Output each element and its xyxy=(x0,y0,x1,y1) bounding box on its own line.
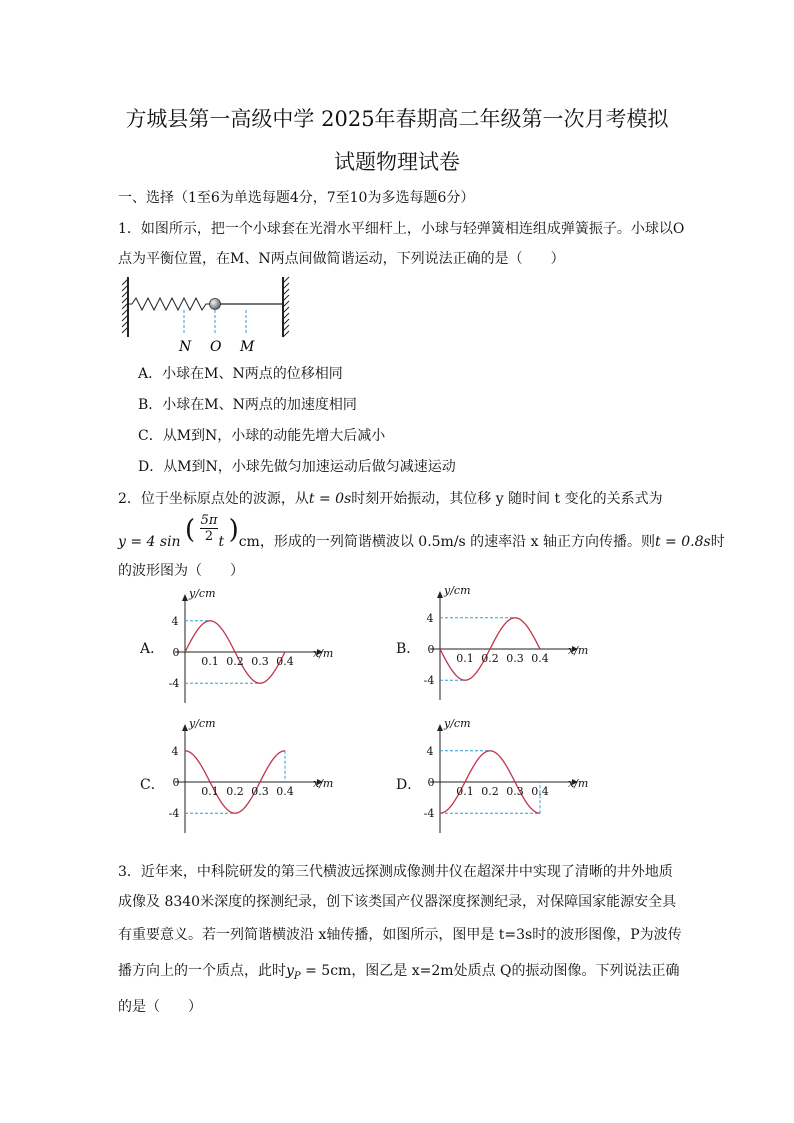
graph-a-letter: A． xyxy=(140,641,165,657)
q2-stem-line-3: 的波形图为（ ） xyxy=(118,563,244,579)
xtick-0.4: 0.4 xyxy=(531,652,549,665)
graph-d xyxy=(420,715,590,840)
ytick-minus4: -4 xyxy=(423,807,435,821)
xtick-0.3: 0.3 xyxy=(506,785,524,798)
x-axis-label: x/m xyxy=(313,777,334,790)
xtick-0.1: 0.1 xyxy=(201,785,219,798)
q3-math-sub: P xyxy=(293,970,301,982)
q3-stem-line-5: 的是（ ） xyxy=(118,999,202,1015)
q3-math-y: y xyxy=(286,963,294,979)
q3-text-a: 播方向上的一个质点，此时 xyxy=(118,963,286,979)
graph-b-letter: B． xyxy=(396,641,421,657)
x-axis-label: x/m xyxy=(313,647,334,660)
y-axis-arrow xyxy=(437,591,443,598)
label-n: N xyxy=(179,339,192,355)
xtick-0.3: 0.3 xyxy=(251,655,269,668)
ytick-minus4: -4 xyxy=(423,674,435,688)
ytick-minus4: -4 xyxy=(168,807,180,821)
xtick-0.2: 0.2 xyxy=(481,652,499,665)
graph-b xyxy=(420,582,590,707)
q2-stem-line-2 xyxy=(118,512,725,553)
spring xyxy=(128,298,210,310)
paren-left: ( xyxy=(185,515,196,545)
spring-oscillator-figure xyxy=(118,275,303,360)
q1-option-d: D．从M到N，小球先做匀加速运动后做匀减速运动 xyxy=(138,459,456,475)
y-axis-arrow xyxy=(182,724,188,731)
q1-option-b: B．小球在M、N两点的加速度相同 xyxy=(138,397,357,413)
graph-a xyxy=(165,585,335,710)
xtick-0.1: 0.1 xyxy=(201,655,219,668)
right-wall xyxy=(283,277,289,337)
title-line-2: 试题物理试卷 xyxy=(334,150,460,174)
q1-stem-line-1: 1．如图所示，把一个小球套在光滑水平细杆上，小球与轻弹簧相连组成弹簧振子。小球以O xyxy=(118,221,685,237)
y-axis-label: y/cm xyxy=(444,584,471,597)
q1-stem-line-2: 点为平衡位置，在M、N两点间做简谐运动，下列说法正确的是（ ） xyxy=(118,251,565,267)
xtick-0.4: 0.4 xyxy=(531,785,549,798)
q2-text-b: 时刻开始振动，其位移 y 随时间 t 变化的关系式为 xyxy=(351,491,663,507)
ball xyxy=(210,299,221,310)
xtick-0.4: 0.4 xyxy=(276,655,294,668)
xtick-0.3: 0.3 xyxy=(251,785,269,798)
q2-math-t08: t = 0.8s xyxy=(654,534,711,550)
frac-num: 5π xyxy=(200,512,218,528)
q2-eq-lhs: y = 4 sin xyxy=(118,534,181,550)
graph-d-letter: D． xyxy=(396,777,422,793)
y-axis-label: y/cm xyxy=(444,717,471,730)
q2-eq-t: t xyxy=(218,534,225,550)
x-axis-label: x/m xyxy=(568,777,589,790)
graph-c xyxy=(165,715,335,840)
q2-math-t0: t = 0s xyxy=(308,491,352,507)
y-axis-label: y/cm xyxy=(189,587,216,600)
y-axis-arrow xyxy=(437,724,443,731)
left-wall xyxy=(122,277,128,337)
q2-stem-line-1 xyxy=(118,488,663,508)
q1-option-a: A．小球在M、N两点的位移相同 xyxy=(138,366,343,382)
ytick-4: 4 xyxy=(426,744,434,758)
paren-right: ) xyxy=(228,515,239,545)
ytick-0: 0 xyxy=(427,643,435,656)
ytick-4: 4 xyxy=(171,614,179,628)
xtick-0.3: 0.3 xyxy=(506,652,524,665)
q2-text-d: 时 xyxy=(710,534,725,550)
x-axis-label: x/m xyxy=(568,644,589,657)
title-line-1: 方城县第一高级中学 2025年春期高二年级第一次月考模拟 xyxy=(125,107,669,131)
fraction xyxy=(200,513,219,544)
label-m: M xyxy=(240,339,255,355)
q3-stem-line-2: 成像及 8340米深度的探测纪录，创下该类国产仪器深度探测纪录，对保障国家能源安全具 xyxy=(118,894,677,910)
ytick-minus4: -4 xyxy=(168,677,180,691)
y-axis-label: y/cm xyxy=(189,717,216,730)
section-heading: 一、选择（1至6为单选每题4分，7至10为多选每题6分） xyxy=(118,190,475,206)
ytick-0: 0 xyxy=(427,776,435,789)
q3-text-b: ，图乙是 x=2m处质点 Q的振动图像。下列说法正确 xyxy=(351,963,680,979)
q1-option-c: C．从M到N，小球的动能先增大后减小 xyxy=(138,428,386,444)
ytick-0: 0 xyxy=(172,776,180,789)
ytick-4: 4 xyxy=(426,611,434,625)
graph-c-letter: C． xyxy=(140,777,165,793)
q3-math-val: = 5cm xyxy=(300,963,352,979)
xtick-0.2: 0.2 xyxy=(481,785,499,798)
q3-stem-line-1: 3．近年来，中科院研发的第三代横波远探测成像测井仪在超深井中实现了清晰的井外地质 xyxy=(118,864,673,880)
q3-stem-line-4 xyxy=(118,960,680,982)
xtick-0.2: 0.2 xyxy=(226,655,244,668)
xtick-0.1: 0.1 xyxy=(456,652,474,665)
q2-eq-unit: cm xyxy=(238,534,260,550)
label-o: O xyxy=(210,339,222,355)
xtick-0.2: 0.2 xyxy=(226,785,244,798)
q3-stem-line-3: 有重要意义。若一列简谐横波沿 x轴传播，如图所示，图甲是 t=3s时的波形图像，P为波传 xyxy=(118,927,682,943)
xtick-0.1: 0.1 xyxy=(456,785,474,798)
ytick-0: 0 xyxy=(172,646,180,659)
q2-text-c: ，形成的一列简谐横波以 0.5m/s 的速率沿 x 轴正方向传播。则 xyxy=(259,534,655,550)
ytick-4: 4 xyxy=(171,744,179,758)
xtick-0.4: 0.4 xyxy=(276,785,294,798)
q2-text-a: 2．位于坐标原点处的波源，从 xyxy=(118,491,309,507)
frac-den: 2 xyxy=(204,528,214,544)
y-axis-arrow xyxy=(182,594,188,601)
